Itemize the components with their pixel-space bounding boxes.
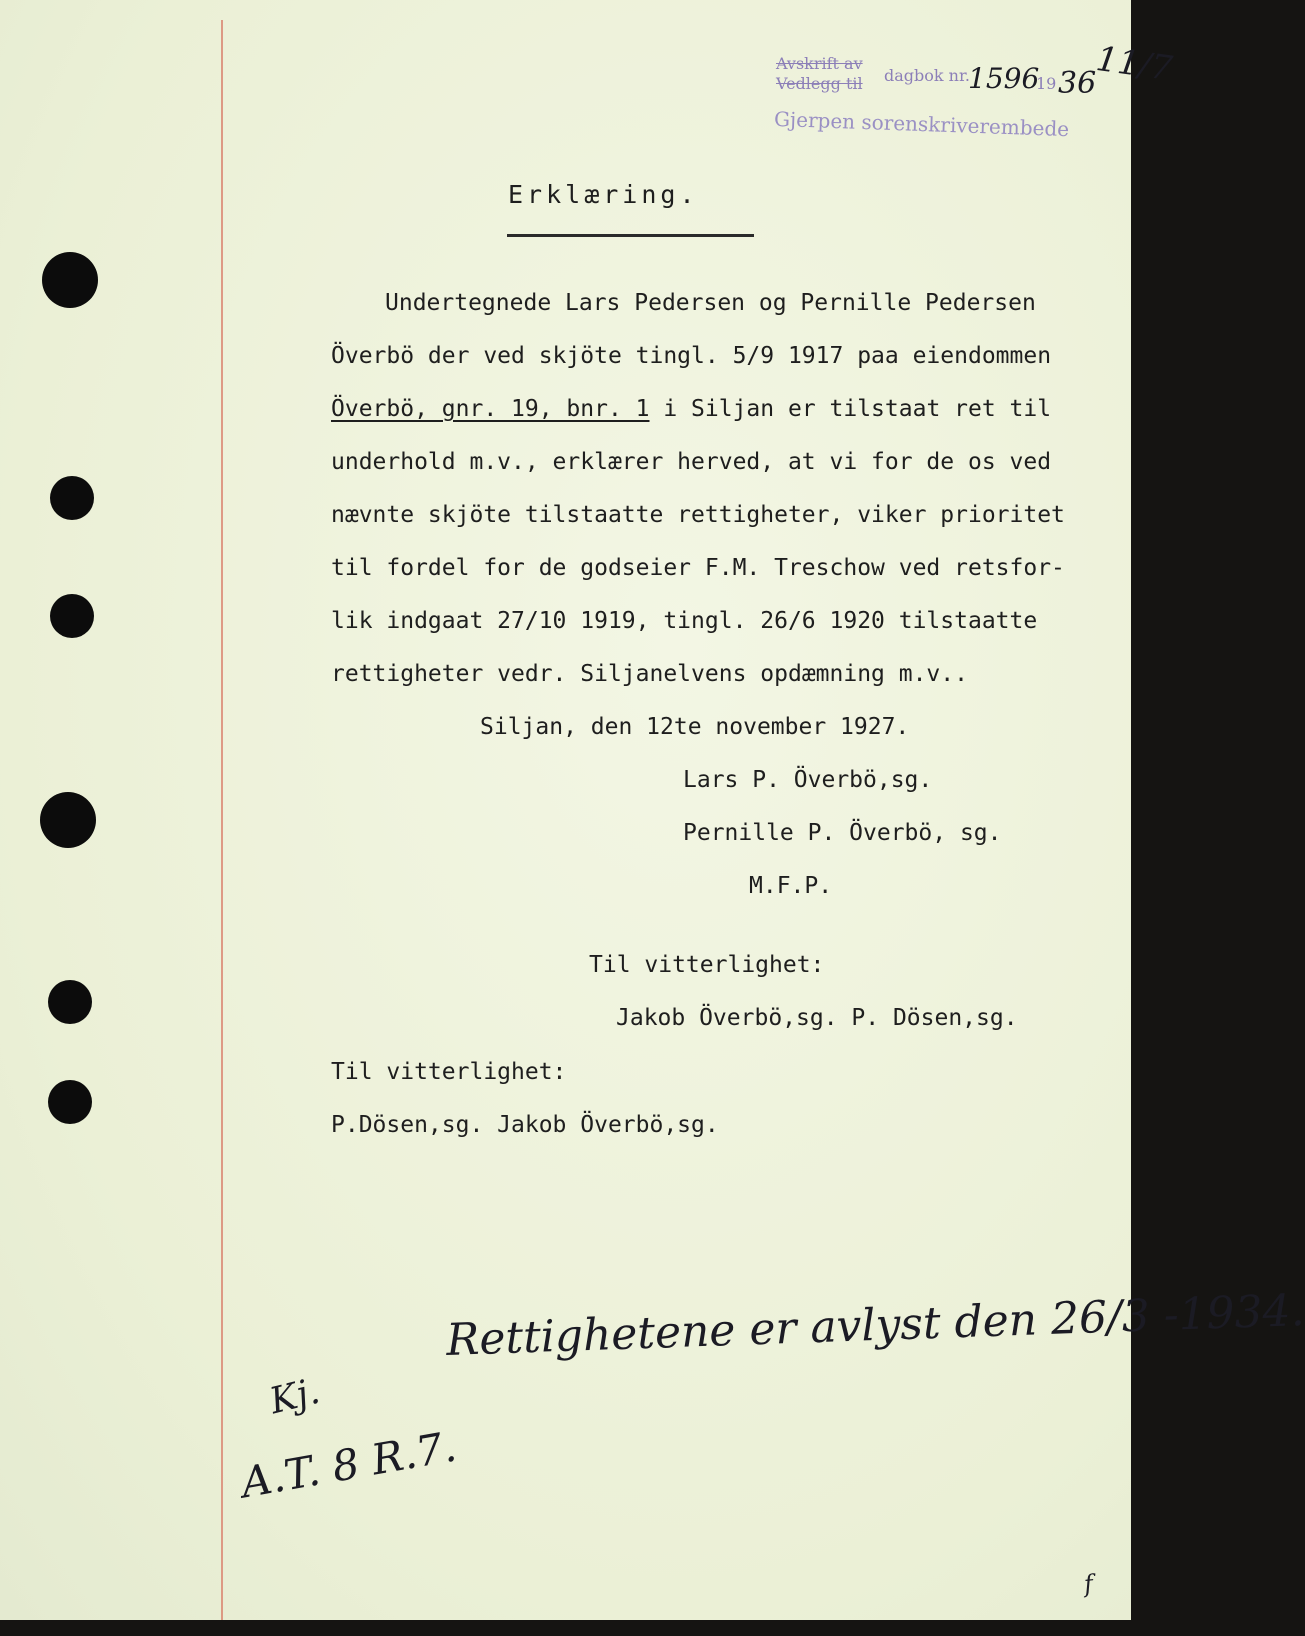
- body-line: nævnte skjöte tilstaatte rettigheter, viker prioritet: [331, 502, 1065, 528]
- corner-mark: f: [1082, 1569, 1095, 1599]
- body-line: underhold m.v., erklærer herved, at vi for de os ved: [331, 449, 1052, 475]
- signature-line: Pernille P. Överbö, sg.: [683, 820, 1002, 846]
- signature-line: M.F.P.: [749, 873, 833, 899]
- punch-hole: [40, 792, 96, 848]
- stamp-dagbok-label: dagbok nr.: [884, 66, 970, 85]
- witness-names: Jakob Överbö,sg. P. Dösen,sg.: [616, 1005, 1018, 1031]
- punch-hole: [48, 1080, 92, 1124]
- stamp-year-prefix: 19: [1036, 74, 1057, 93]
- handwritten-initials: A.T. 8 R.7.: [237, 1421, 460, 1508]
- document-title: Erklæring.: [508, 180, 699, 209]
- stamp-office: Gjerpen sorenskriverembede: [773, 106, 1070, 142]
- punch-hole: [42, 252, 98, 308]
- witness-heading: Til vitterlighet:: [589, 952, 825, 978]
- body-line-rest: i Siljan er tilstaat ret til: [649, 396, 1052, 422]
- body-line: [331, 396, 1051, 422]
- body-line: Undertegnede Lars Pedersen og Pernille Pedersen: [385, 290, 1036, 316]
- stamp-year-suffix: 36: [1058, 66, 1097, 101]
- punch-hole: [48, 980, 92, 1024]
- body-line: til fordel for de godseier F.M. Treschow ved retsfor-: [331, 555, 1065, 581]
- witness-names: P.Dösen,sg. Jakob Överbö,sg.: [331, 1112, 719, 1138]
- body-line: Överbö der ved skjöte tingl. 5/9 1917 paa eiendommen: [331, 343, 1052, 369]
- handwritten-initials: Kj.: [265, 1370, 324, 1423]
- punch-hole: [50, 476, 94, 520]
- body-line: lik indgaat 27/10 1919, tingl. 26/6 1920 tilstaatte: [331, 608, 1038, 634]
- body-line: rettigheter vedr. Siljanelvens opdæmning m.v..: [331, 661, 968, 687]
- stamp-date-hand: 11/7: [1093, 38, 1175, 90]
- handwritten-annotation: Rettighetene er avlyst den 26/3 -1934.: [445, 1285, 1305, 1366]
- stamp-struck-line: Avskrift av: [776, 54, 863, 73]
- witness-heading: Til vitterlighet:: [331, 1059, 567, 1085]
- property-reference: Överbö, gnr. 19, bnr. 1: [331, 396, 650, 422]
- place-date: Siljan, den 12te november 1927.: [480, 714, 910, 740]
- signature-line: Lars P. Överbö,sg.: [683, 767, 933, 793]
- punch-hole: [50, 594, 94, 638]
- title-underline: [507, 234, 754, 237]
- margin-line: [221, 20, 223, 1620]
- stamp-struck-line-2: Vedlegg til: [776, 74, 863, 93]
- stamp-dagbok-number: 1596: [968, 62, 1040, 95]
